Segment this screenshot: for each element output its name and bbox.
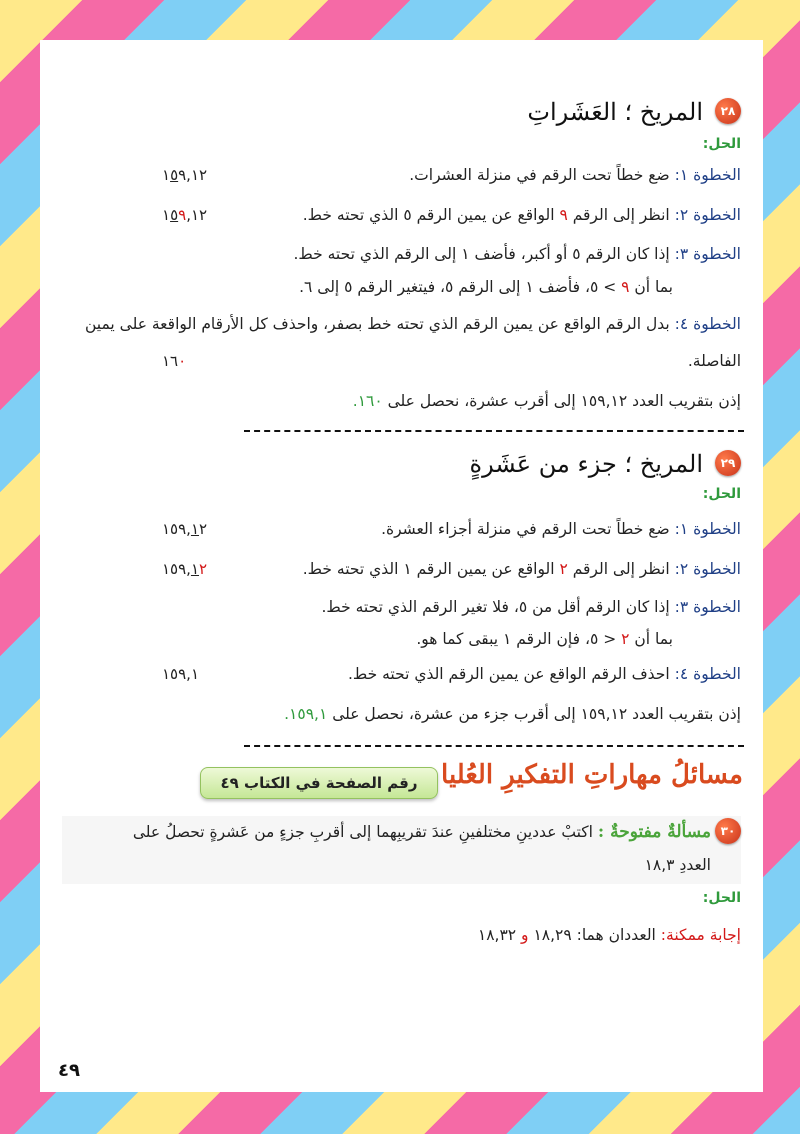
q29-solution-label: الحل: xyxy=(702,486,741,502)
open-question-label: مسألةٌ مفتوحةٌ : xyxy=(597,822,711,842)
step-label: الخطوة ٣: xyxy=(674,598,741,616)
q30-answer: إجابة ممكنة: العددان هما: ١٨,٢٩ و ١٨,٣٢ xyxy=(477,926,741,944)
q28-step-3-sub: بما أن ٩ > ٥، فأضف ١ إلى الرقم ٥، فيتغير الرقم ٥ إلى ٦. xyxy=(299,278,673,296)
step-label: الخطوة ١: xyxy=(674,166,741,184)
q29-conclusion: إذن بتقريب العدد ١٥٩,١٢ إلى أقرب جزء من عشرة، نحصل على ١٥٩,١. xyxy=(284,705,741,723)
q28-step-1 xyxy=(62,166,741,184)
book-page-button[interactable]: رقم الصفحة في الكتاب ٤٩ xyxy=(200,767,438,799)
q28-step-4-cont: الفاصلة. ١٦٠ xyxy=(162,352,741,370)
q28-step-2-value: ١٥٩,١٢ xyxy=(162,206,208,224)
q29-step-3: الخطوة ٣: إذا كان الرقم أقل من ٥، فلا تغير الرقم الذي تحته خط. xyxy=(321,598,741,616)
question-29-badge: ٢٩ xyxy=(715,450,741,476)
q28-step-4-value: ١٦٠ xyxy=(162,352,187,370)
page-sheet xyxy=(40,40,763,1092)
step-label: الخطوة ٤: xyxy=(674,665,741,683)
step-label: الخطوة ٣: xyxy=(674,245,741,263)
step-label: الخطوة ٢: xyxy=(674,206,741,224)
q29-step-4-value: ١٥٩,١ xyxy=(162,665,199,683)
q28-solution-label: الحل: xyxy=(702,136,741,152)
q28-step-1-value: ١٥٩,١٢ xyxy=(162,166,208,184)
question-28-title: المريخ ؛ العَشَراتِ xyxy=(527,98,703,126)
q28-step-4: الخطوة ٤: بدل الرقم الواقع عن يمين الرقم الذي تحته خط بصفر، واحذف كل الأرقام الواقعة على يمين xyxy=(84,315,741,333)
q30-prompt-cont: العددِ ١٨,٣ xyxy=(644,856,711,874)
page-number: ٤٩ xyxy=(58,1060,80,1081)
section-divider xyxy=(244,430,744,432)
answer-label: إجابة ممكنة: xyxy=(660,926,741,944)
question-30-badge: ٣٠ xyxy=(715,818,741,844)
skills-heading: مسائلُ مهاراتِ التفكيرِ العُليا xyxy=(441,760,743,790)
q28-conclusion: إذن بتقريب العدد ١٥٩,١٢ إلى أقرب عشرة، نحصل على ١٦٠. xyxy=(352,392,741,410)
step-text: ضع خطاً تحت الرقم في منزلة العشرات. xyxy=(409,166,675,184)
q29-step-2: الخطوة ٢: انظر إلى الرقم ٢ الواقع عن يمين الرقم ١ الذي تحته خط. ١٥٩,١٢ xyxy=(162,560,741,578)
question-28-badge: ٢٨ xyxy=(715,98,741,124)
section-divider xyxy=(244,745,744,747)
q29-step-1-value: ١٥٩,١٢ xyxy=(162,520,208,538)
q28-step-3: الخطوة ٣: إذا كان الرقم ٥ أو أكبر، فأضف ١ إلى الرقم الذي تحته خط. xyxy=(293,245,741,263)
q29-step-1: الخطوة ١: ضع خطاً تحت الرقم في منزلة أجزاء العشرة. ١٥٩,١٢ xyxy=(162,520,741,538)
q29-step-2-value: ١٥٩,١٢ xyxy=(162,560,208,578)
step-label: الخطوة ٢: xyxy=(674,560,741,578)
q29-step-4: الخطوة ٤: احذف الرقم الواقع عن يمين الرقم الذي تحته خط. ١٥٩,١ xyxy=(162,665,741,683)
step-label: الخطوة ١: xyxy=(674,520,741,538)
step-label: الخطوة ٤: xyxy=(674,315,741,333)
q29-step-3-sub: بما أن ٢ < ٥، فإن الرقم ١ يبقى كما هو. xyxy=(416,630,673,648)
q28-step-2: الخطوة ٢: انظر إلى الرقم ٩ الواقع عن يمين الرقم ٥ الذي تحته خط. ١٥٩,١٢ xyxy=(162,206,741,224)
q30-prompt: مسألةٌ مفتوحةٌ : اكتبْ عددينِ مختلفينِ عندَ تقريبِهما إلى أقربِ جزءٍ من عَشرةٍ تحصلُ على xyxy=(132,822,711,842)
question-29-title: المريخ ؛ جزء من عَشَرةٍ xyxy=(469,450,703,478)
q30-solution-label: الحل: xyxy=(702,890,741,906)
